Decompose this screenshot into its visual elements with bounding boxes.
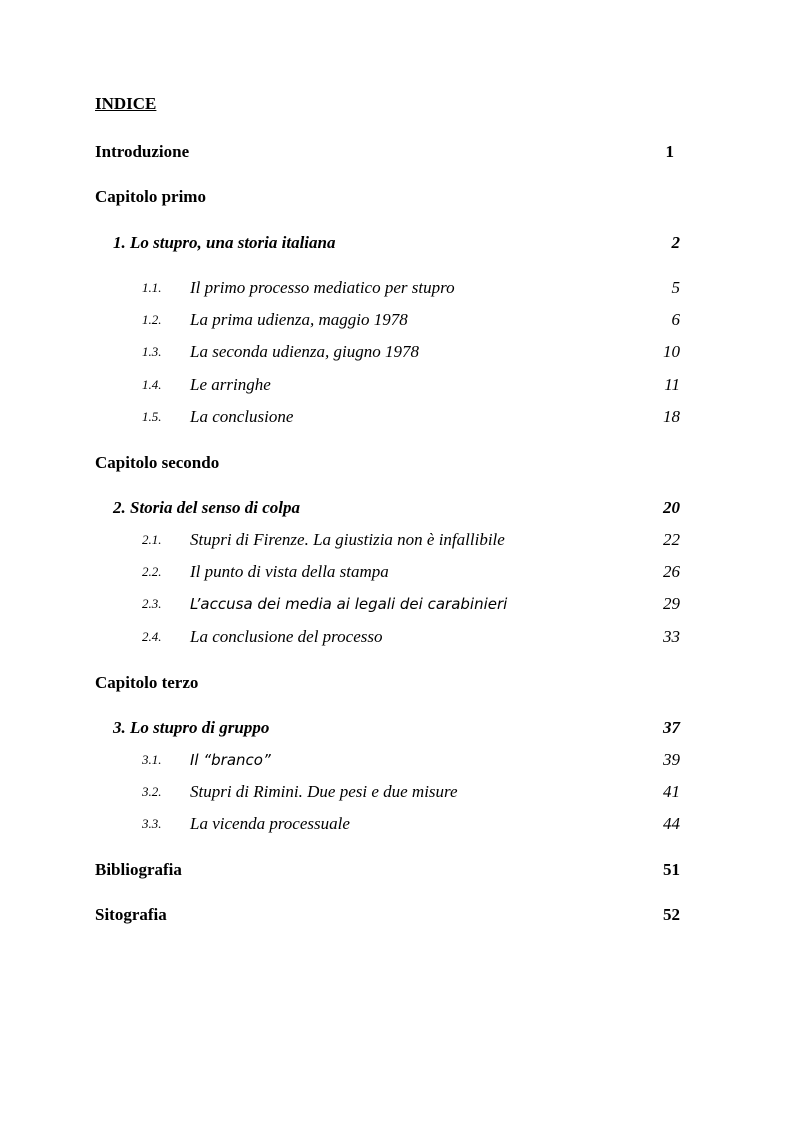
subsection-page: 5 (671, 278, 680, 297)
subsection-number: 3.1. (142, 752, 162, 767)
subsection-label: La conclusione del processo (190, 627, 383, 646)
toc-entry-sitography (0, 903, 794, 927)
section-label: 2. Storia del senso di colpa (113, 498, 301, 517)
chapter-title: Capitolo terzo (95, 673, 199, 692)
chapter-title: Capitolo secondo (95, 453, 220, 472)
toc-entry-bibliography (0, 858, 794, 882)
toc-entry-introduction (0, 140, 794, 164)
chapter-heading (0, 185, 794, 209)
toc-subsection (0, 748, 794, 772)
subsection-label: Il punto di vista della stampa (190, 562, 389, 581)
entry-label: Introduzione (95, 142, 190, 161)
subsection-page: 11 (664, 375, 680, 394)
subsection-number: 1.2. (142, 312, 162, 327)
toc-subsection (0, 625, 794, 649)
subsection-label: Stupri di Firenze. La giustizia non è infallibile (190, 530, 505, 549)
subsection-number: 1.5. (142, 409, 162, 424)
chapter-heading (0, 451, 794, 475)
subsection-label: Le arringhe (190, 375, 271, 394)
chapter-heading (0, 671, 794, 695)
subsection-page: 6 (671, 310, 680, 329)
toc-subsection (0, 405, 794, 429)
toc-subsection (0, 560, 794, 584)
subsection-label: La vicenda processuale (190, 814, 350, 833)
page-title: INDICE (95, 94, 157, 113)
subsection-number: 1.3. (142, 344, 162, 359)
subsection-label: L’accusa dei media ai legali dei carabinieri (190, 595, 508, 613)
subsection-number: 2.2. (142, 564, 162, 579)
toc-section (0, 231, 794, 255)
subsection-label: La seconda udienza, giugno 1978 (190, 342, 420, 361)
subsection-page: 18 (663, 407, 680, 426)
chapter-title: Capitolo primo (95, 187, 206, 206)
subsection-page: 39 (663, 750, 680, 769)
subsection-page: 26 (663, 562, 680, 581)
section-page: 20 (663, 498, 680, 517)
subsection-label: Il “branco” (190, 751, 271, 769)
subsection-label: La prima udienza, maggio 1978 (190, 310, 408, 329)
toc-subsection (0, 812, 794, 836)
entry-label: Sitografia (95, 905, 167, 924)
toc-subsection (0, 373, 794, 397)
section-page: 2 (671, 233, 680, 252)
subsection-number: 1.1. (142, 280, 162, 295)
toc-subsection (0, 340, 794, 364)
subsection-number: 2.3. (142, 596, 162, 611)
entry-page: 1 (665, 142, 674, 161)
subsection-page: 29 (663, 594, 680, 613)
entry-label: Bibliografia (95, 860, 182, 879)
toc-section (0, 716, 794, 740)
toc-subsection (0, 780, 794, 804)
subsection-number: 2.1. (142, 532, 162, 547)
subsection-page: 33 (663, 627, 680, 646)
subsection-page: 10 (663, 342, 680, 361)
section-label: 1. Lo stupro, una storia italiana (113, 233, 336, 252)
toc-subsection (0, 276, 794, 300)
subsection-page: 22 (663, 530, 680, 549)
subsection-label: Il primo processo mediatico per stupro (190, 278, 455, 297)
subsection-number: 3.2. (142, 784, 162, 799)
toc-subsection (0, 308, 794, 332)
subsection-label: La conclusione (190, 407, 294, 426)
section-label: 3. Lo stupro di gruppo (113, 718, 270, 737)
toc-subsection (0, 528, 794, 552)
subsection-number: 2.4. (142, 629, 162, 644)
toc-section (0, 496, 794, 520)
subsection-page: 44 (663, 814, 680, 833)
entry-page: 52 (663, 905, 680, 924)
subsection-number: 1.4. (142, 377, 162, 392)
section-page: 37 (663, 718, 680, 737)
entry-page: 51 (663, 860, 680, 879)
subsection-page: 41 (663, 782, 680, 801)
subsection-number: 3.3. (142, 816, 162, 831)
subsection-label: Stupri di Rimini. Due pesi e due misure (190, 782, 458, 801)
toc-subsection (0, 592, 794, 616)
